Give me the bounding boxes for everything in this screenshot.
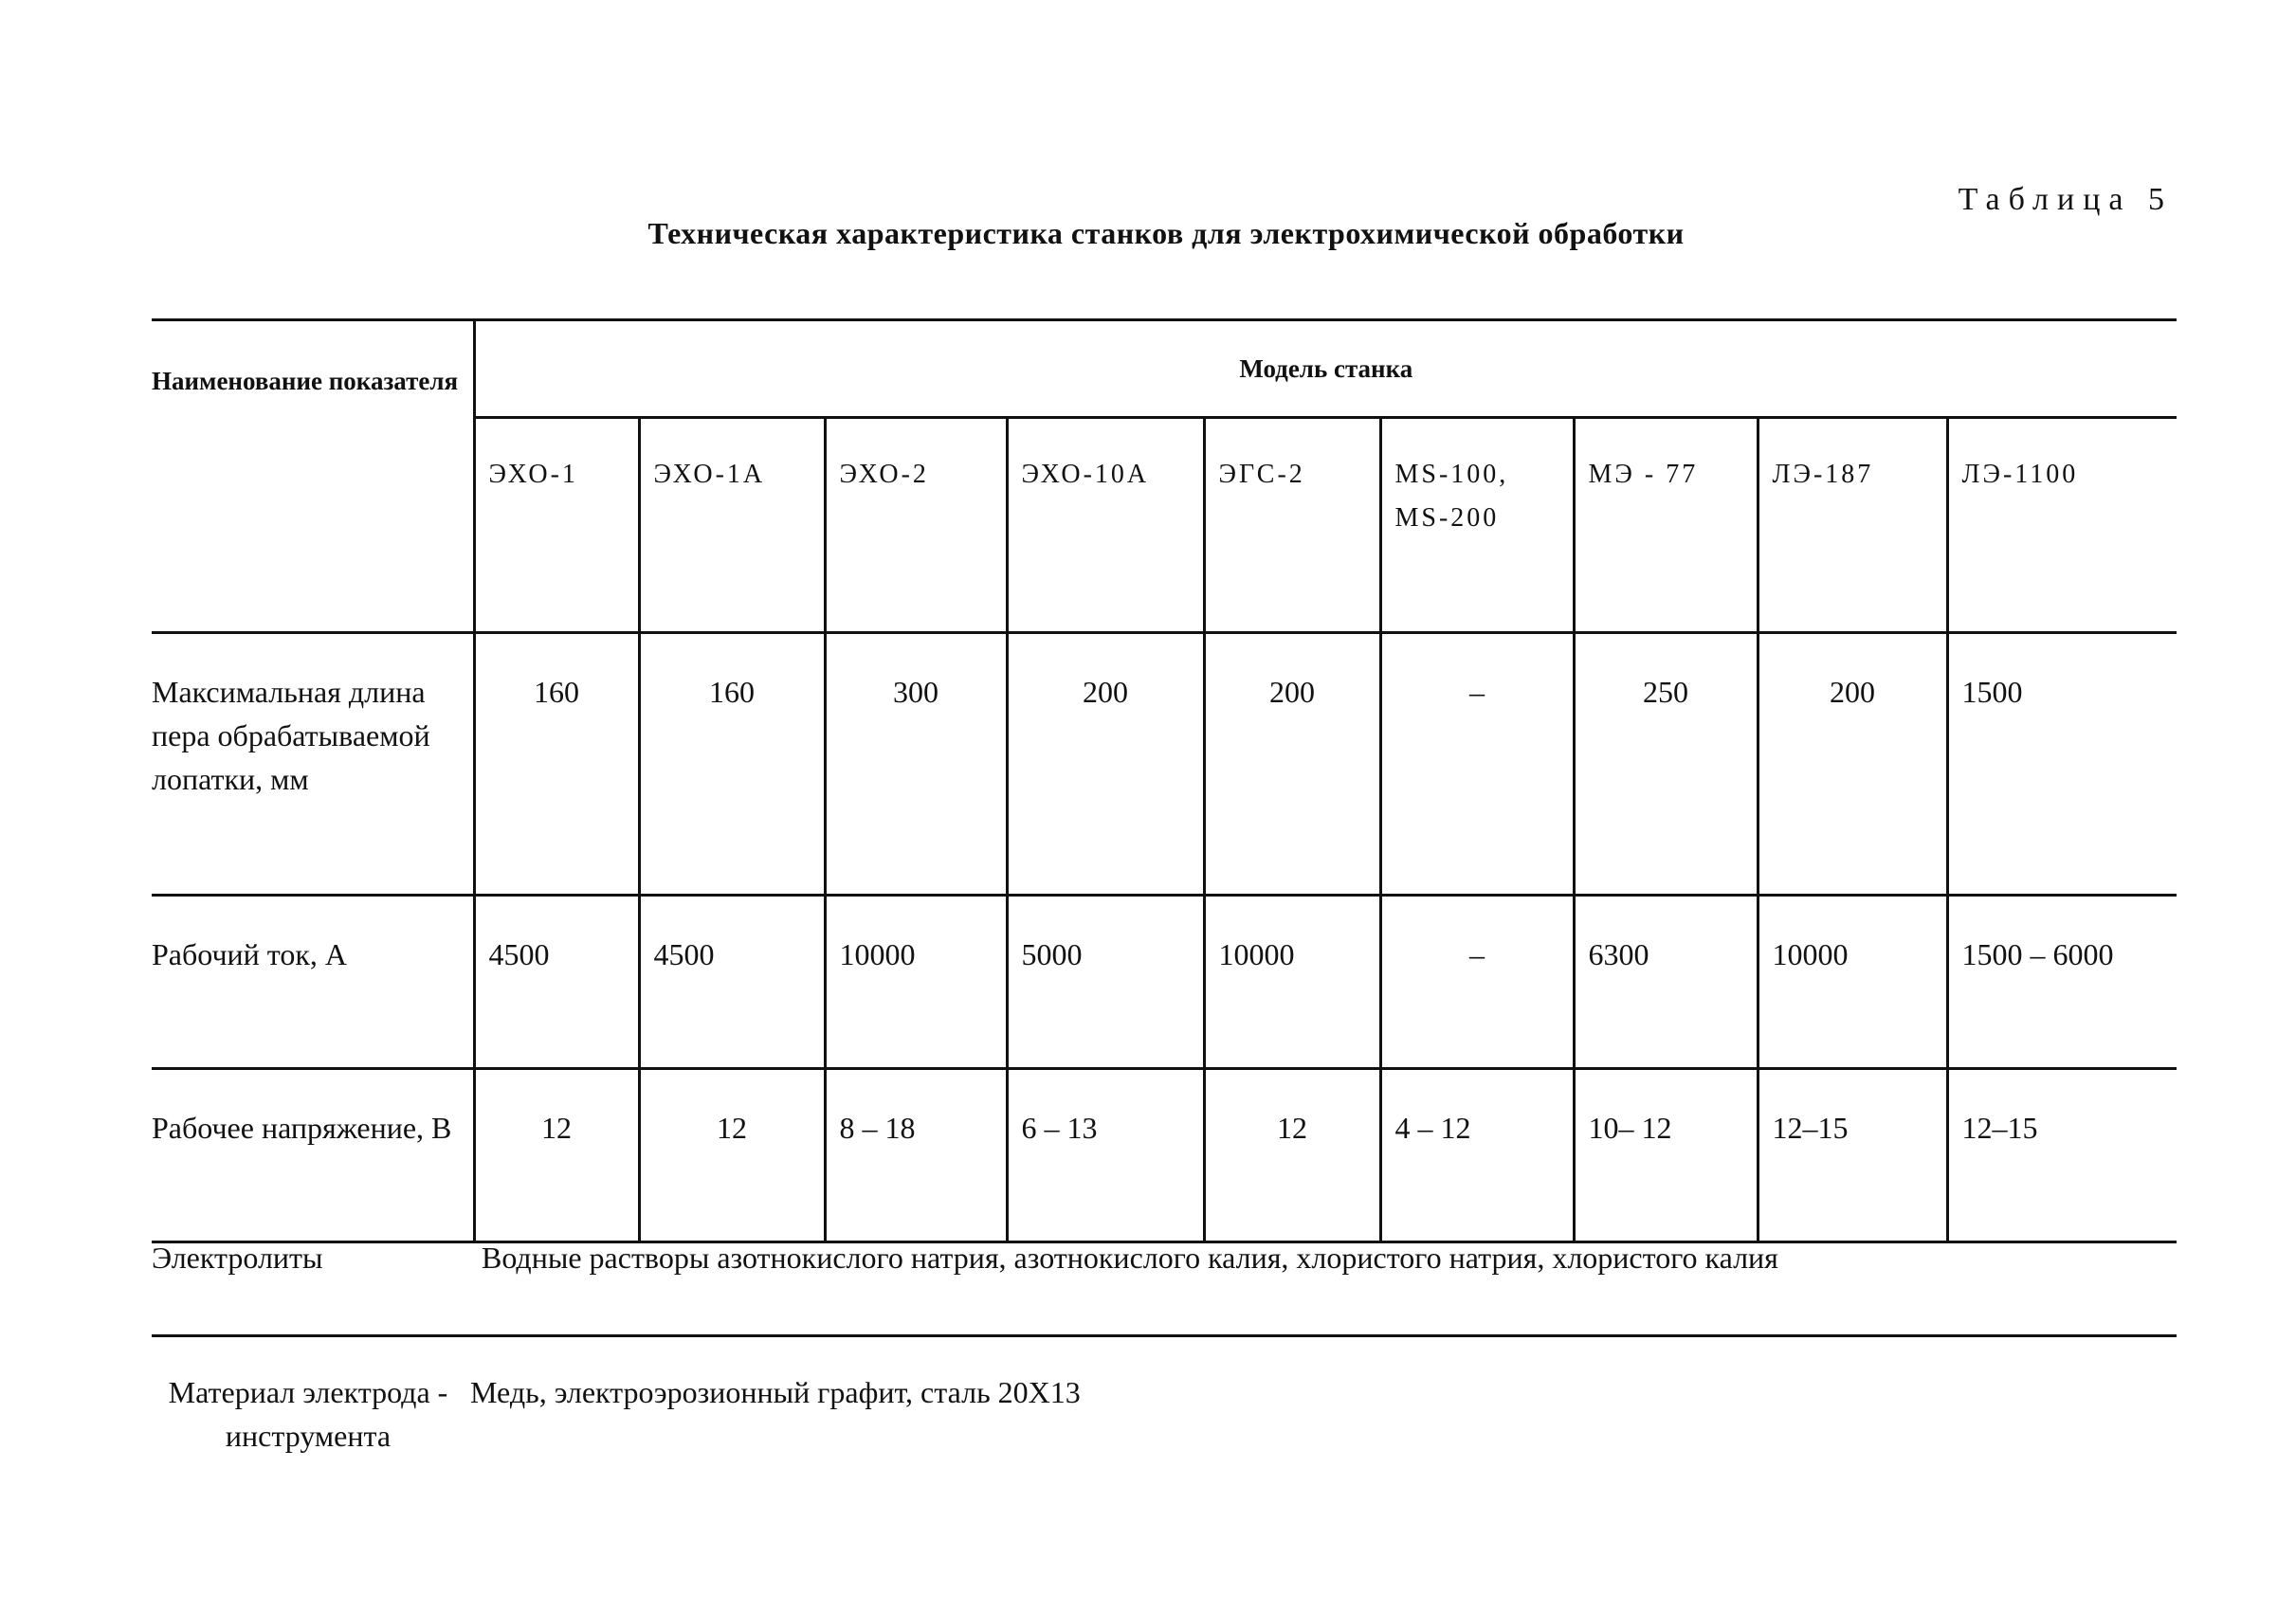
model-header: ЛЭ-1100: [1947, 418, 2177, 633]
table-cell: 4 – 12: [1380, 1069, 1574, 1242]
table-cell: 5000: [1007, 896, 1204, 1069]
table-row-working-current: [152, 896, 2177, 1069]
table-row-max-length: [152, 633, 2177, 896]
divider: [152, 1334, 2177, 1337]
model-header: ЭХО-1А: [639, 418, 825, 633]
electrode-material-label: Материал электрода - инструмента: [168, 1375, 448, 1453]
table-number: Таблица 5: [1958, 182, 2173, 217]
table-header-row: [152, 320, 2177, 418]
table-cell: 10– 12: [1574, 1069, 1758, 1242]
table-cell: 1500: [1947, 633, 2177, 896]
row-label: Рабочее напряжение, В: [152, 1069, 474, 1242]
table-cell: –: [1380, 633, 1574, 896]
model-header: ЛЭ-187: [1758, 418, 1947, 633]
electrolytes-value: Водные растворы азотнокислого натрия, азотнокислого калия, хлористого натрия, хлористого калия: [482, 1241, 1778, 1275]
table-cell: 12: [474, 1069, 639, 1242]
indicator-header: Наименование показателя: [152, 320, 474, 633]
model-header: ЭХО-1: [474, 418, 639, 633]
table-cell: 300: [825, 633, 1007, 896]
table-cell: 10000: [1758, 896, 1947, 1069]
model-header: ЭГС-2: [1204, 418, 1380, 633]
table-cell: 160: [474, 633, 639, 896]
model-group-header: Модель станка: [474, 320, 2177, 418]
model-header: ЭХО-2: [825, 418, 1007, 633]
table-row-working-voltage: [152, 1069, 2177, 1242]
table-cell: 160: [639, 633, 825, 896]
model-header: MS-100, MS-200: [1380, 418, 1574, 633]
electrode-material-value: Медь, электроэрозионный графит, сталь 20Х13: [470, 1375, 1081, 1409]
table-cell: 6 – 13: [1007, 1069, 1204, 1242]
table-cell: 1500 – 6000: [1947, 896, 2177, 1069]
row-label: Максимальная длина пера обрабатываемой лопатки, мм: [152, 633, 474, 896]
table-cell: 4500: [474, 896, 639, 1069]
electrolytes-label: Электролиты: [152, 1241, 323, 1275]
table-cell: 12: [639, 1069, 825, 1242]
table-cell: 200: [1007, 633, 1204, 896]
model-header: МЭ - 77: [1574, 418, 1758, 633]
table-cell: 8 – 18: [825, 1069, 1007, 1242]
table-cell: 6300: [1574, 896, 1758, 1069]
table-cell: –: [1380, 896, 1574, 1069]
table-cell: 4500: [639, 896, 825, 1069]
table-cell: 200: [1204, 633, 1380, 896]
table-cell: 12–15: [1947, 1069, 2177, 1242]
spec-table: [152, 318, 2177, 1243]
table-cell: 12–15: [1758, 1069, 1947, 1242]
table-cell: 10000: [1204, 896, 1380, 1069]
model-header: ЭХО-10А: [1007, 418, 1204, 633]
table-cell: 250: [1574, 633, 1758, 896]
table-title: Техническая характеристика станков для электрохимической обработки: [647, 216, 1685, 250]
table-cell: 200: [1758, 633, 1947, 896]
row-label: Рабочий ток, А: [152, 896, 474, 1069]
table-cell: 10000: [825, 896, 1007, 1069]
table-cell: 12: [1204, 1069, 1380, 1242]
